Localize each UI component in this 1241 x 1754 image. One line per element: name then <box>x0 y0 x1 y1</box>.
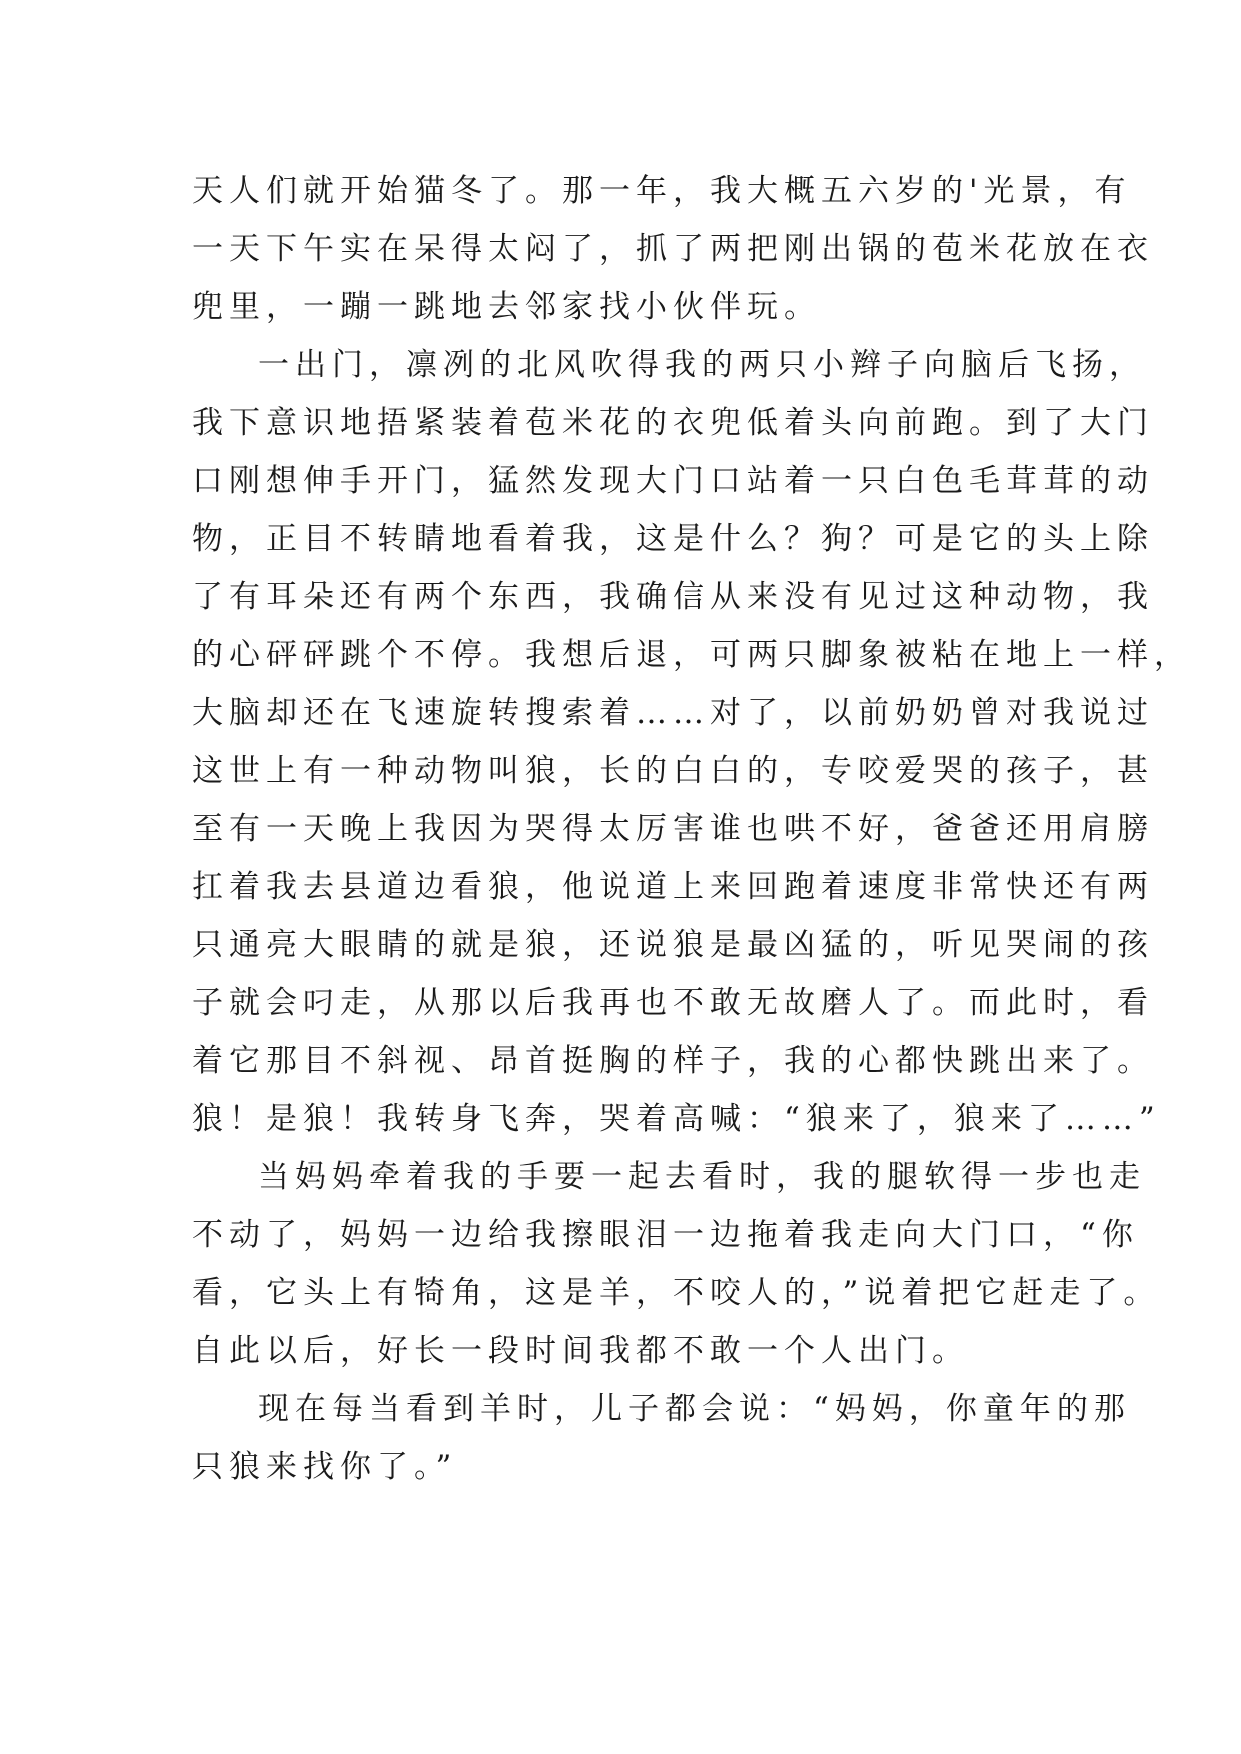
text-line: 了有耳朵还有两个东西，我确信从来没有见过这种动物，我 <box>192 579 1154 615</box>
text-line: 至有一天晚上我因为哭得太厉害谁也哄不好，爸爸还用肩膀 <box>192 811 1154 847</box>
text-line: 只通亮大眼睛的就是狼，还说狼是最凶猛的，听见哭闹的孩 <box>192 927 1154 963</box>
text-line: 我下意识地捂紧装着苞米花的衣兜低着头向前跑。到了大门 <box>192 405 1154 441</box>
text-line: 着它那目不斜视、昂首挺胸的样子，我的心都快跳出来了。 <box>192 1043 1154 1079</box>
paragraph-first-line: 当妈妈牵着我的手要一起去看时，我的腿软得一步也走 <box>258 1159 1146 1195</box>
text-line: 不动了，妈妈一边给我擦眼泪一边拖着我走向大门口，“你 <box>192 1217 1139 1253</box>
text-line: 天人们就开始猫冬了。那一年，我大概五六岁的'光景，有 <box>192 173 1132 209</box>
text-line: 物，正目不转睛地看着我，这是什么？狗？可是它的头上除 <box>192 521 1154 557</box>
article-body <box>192 162 1191 1496</box>
text-line: 狼！是狼！我转身飞奔，哭着高喊：“狼来了，狼来了……” <box>192 1101 1161 1137</box>
paragraph-first-line: 现在每当看到羊时，儿子都会说：“妈妈，你童年的那 <box>258 1391 1131 1427</box>
text-line: 的心砰砰跳个不停。我想后退，可两只脚象被粘在地上一样， <box>192 637 1191 673</box>
text-line: 看，它头上有犄角，这是羊，不咬人的，”说着把它赶走了。 <box>192 1275 1161 1311</box>
text-line: 子就会叼走，从那以后我再也不敢无故磨人了。而此时，看 <box>192 985 1154 1021</box>
text-line: 扛着我去县道边看狼，他说道上来回跑着速度非常快还有两 <box>192 869 1154 905</box>
text-line: 口刚想伸手开门，猛然发现大门口站着一只白色毛茸茸的动 <box>192 463 1154 499</box>
text-line: 这世上有一种动物叫狼，长的白白的，专咬爱哭的孩子，甚 <box>192 753 1154 789</box>
text-line: 兜里，一蹦一跳地去邻家找小伙伴玩。 <box>192 289 821 325</box>
text-line: 大脑却还在飞速旋转搜索着……对了，以前奶奶曾对我说过 <box>192 695 1154 731</box>
text-line: 自此以后，好长一段时间我都不敢一个人出门。 <box>192 1333 969 1369</box>
text-line: 只狼来找你了。” <box>192 1449 458 1485</box>
paragraph-first-line: 一出门，凛冽的北风吹得我的两只小辫子向脑后飞扬， <box>258 347 1146 383</box>
text-line: 一天下午实在呆得太闷了，抓了两把刚出锅的苞米花放在衣 <box>192 231 1154 267</box>
